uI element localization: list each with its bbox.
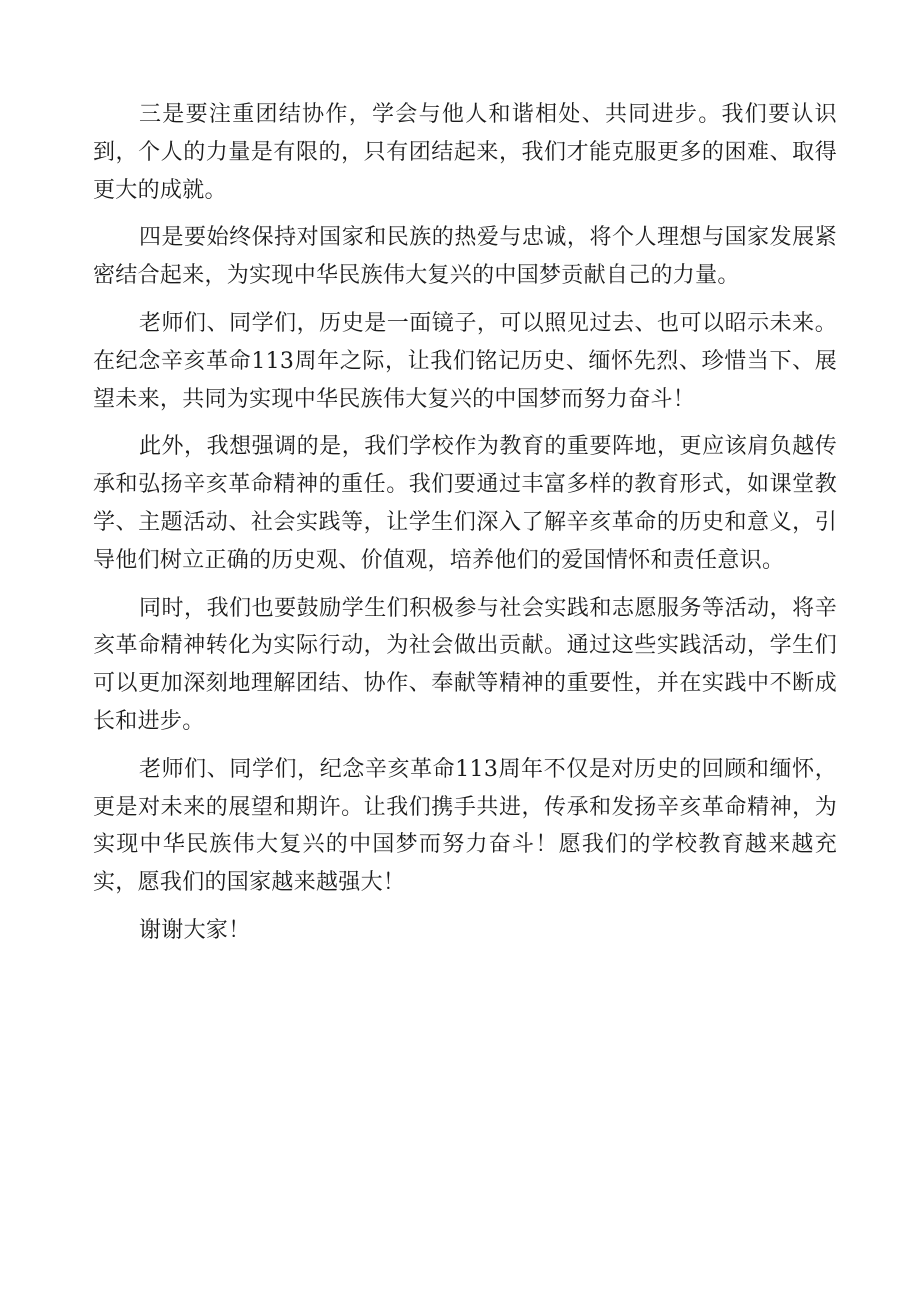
paragraph-thanks: 谢谢大家！: [139, 917, 251, 943]
paragraph-patriotism: 四是要始终保持对国家和民族的热爱与忠诚，将个人理想与国家发展紧密结合起来，为实现中华民族伟大复兴的中国梦贡献自己的力量。: [93, 225, 837, 289]
paragraph-conclusion: 老师们、同学们，纪念辛亥革命113周年不仅是对历史的回顾和缅怀，更是对未来的展望和期许。让我们携手共进，传承和发扬辛亥革命精神，为实现中华民族伟大复兴的中国梦而努力奋斗！愿我们的学校教育越来越充实，愿我们的国家越来越强大！: [93, 756, 837, 896]
document-body: [93, 96, 837, 960]
paragraph-unity-cooperation: 三是要注重团结协作，学会与他人和谐相处、共同进步。我们要认识到，个人的力量是有限的，只有团结起来，我们才能克服更多的困难、取得更大的成就。: [93, 102, 837, 203]
paragraph-social-practice: 同时，我们也要鼓励学生们积极参与社会实践和志愿服务等活动，将辛亥革命精神转化为实际行动，为社会做出贡献。通过这些实践活动，学生们可以更加深刻地理解团结、协作、奉献等精神的重要性，并在实践中不断成长和进步。: [93, 595, 837, 734]
paragraph-school-education: 此外，我想强调的是，我们学校作为教育的重要阵地，更应该肩负越传承和弘扬辛亥革命精神的重任。我们要通过丰富多样的教育形式，如课堂教学、主题活动、社会实践等，让学生们深入了解辛亥革命的历史和意义，引导他们树立正确的历史观、价值观，培养他们的爱国情怀和责任意识。: [93, 434, 837, 573]
paragraph-history-mirror: 老师们、同学们，历史是一面镜子，可以照见过去、也可以昭示未来。在纪念辛亥革命113周年之际，让我们铭记历史、缅怀先烈、珍惜当下、展望未来，共同为实现中华民族伟大复兴的中国梦而努力奋斗！: [93, 310, 837, 412]
